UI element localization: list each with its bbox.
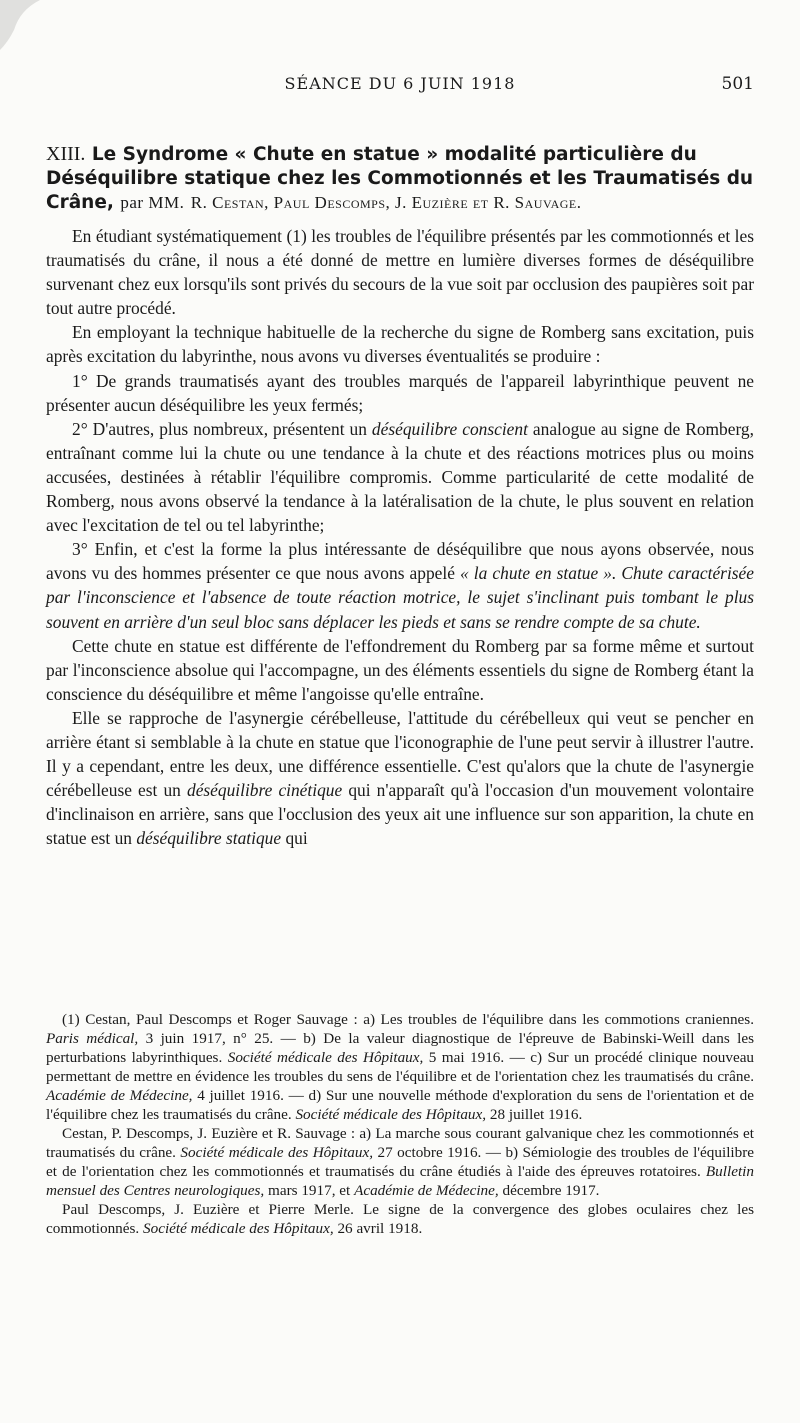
article-title [46,142,754,215]
paragraph-4: 2° D'autres, plus nombreux, présentent un déséquilibre conscient analogue au signe de Romberg, entraînant comme lui la chute ou une tendance à la chute et des réactions motrices plus ou moins accusées, destinées à rétablir l'équilibre compromis. Comme particularité de cette modalité de Romberg, nous avons observé la tendance à la latéralisation de la chute, le plus souvent en relation avec l'excitation de tel ou tel labyrinthe; [46,418,754,536]
paragraph-6: Cette chute en statue est différente de l'effondrement du Romberg par sa forme même et surtout par l'inconscience absolue qui l'accompagne, un des éléments essentiels du signe de Romberg étant la conscience du déséquilibre et même l'angoisse qu'elle entraîne. [46,635,754,704]
article-title-text: Le Syndrome « Chute en statue » modalité particulière du Déséquilibre statique chez les Commotionnés et les Traumatisés du Crâne, [46,144,754,213]
running-header [46,74,754,98]
footnote-1: (1) Cestan, Paul Descomps et Roger Sauvage : a) Les troubles de l'équilibre dans les commotions craniennes. Paris médical, 3 juin 1917, n° 25. — b) De la valeur diagnostique de l'épreuve de Babinski-Weill dans les perturbations labyrinthiques. Société médicale des Hôpitaux, 5 mai 1916. — c) Sur un procédé clinique nouveau permettant de mettre en évidence les troubles du sens de l'équilibre et de l'orientation chez les traumatisés du crâne. Académie de Médecine, 4 juillet 1916. — d) Sur une nouvelle méthode d'exploration du sens de l'orientation et de l'équilibre chez les traumatisés du crâne. Société médicale des Hôpitaux, 28 juillet 1916. [46,1011,755,1123]
footnote-3: Paul Descomps, J. Euzière et Pierre Merle. Le signe de la convergence des globes oculaires chez les commotionnés. Société médicale des Hôpitaux, 26 avril 1918. [46,1201,754,1237]
paragraph-5: 3° Enfin, et c'est la forme la plus intéressante de déséquilibre que nous ayons observée, nous avons vu des hommes présenter ce que nous avons appelé « la chute en statue ». Chute caractérisée par l'inconscience et l'absence de toute réaction motrice, le sujet s'inclinant puis tombant le plus souvent en arrière d'un seul bloc sans déplacer les pieds et sans se rendre compte de sa chute. [46,539,754,632]
footnotes [46,1010,754,1238]
article-number: XIII. [46,143,86,165]
running-title: SÉANCE DU 6 JUIN 1918 [284,74,516,93]
page-number: 501 [721,74,754,94]
article-authors: R. Cestan, Paul Descomps, J. Euzière et R. Sauvage. [190,193,582,212]
paragraph-3: 1° De grands traumatisés ayant des troubles marqués de l'appareil labyrinthique peuvent ne présenter aucun déséquilibre les yeux fermés; [46,370,754,415]
article-by: par MM. [120,193,185,212]
footnote-2: Cestan, P. Descomps, J. Euzière et R. Sauvage : a) La marche sous courant galvanique chez les commotionnés et traumatisés du crâne. Société médicale des Hôpitaux, 27 octobre 1916. — b) Sémiologie des troubles de l'équilibre et de l'orientation chez les commotionnés et traumatisés du crâne étudiés à l'aide des épreuves rotatoires. Bulletin mensuel des Centres neurologiques, mars 1917, et Académie de Médecine, décembre 1917. [46,1125,755,1199]
paragraph-1: En étudiant systématiquement (1) les troubles de l'équilibre présentés par les commotionnés et les traumatisés du crâne, il nous a été donné de mettre en lumière diverses formes de déséquilibre survenant chez eux lorsqu'ils sont privés du secours de la vue soit par occlusion des paupières soit par tout autre procédé. [46,226,754,319]
article-body [46,224,754,850]
paragraph-7: Elle se rapproche de l'asynergie cérébelleuse, l'attitude du cérébelleux qui veut se pencher en arrière étant si semblable à la chute en statue que l'iconographie de l'une peut servir à illustrer l'autre. Il y a cependant, entre les deux, une différence essentielle. C'est qu'alors que la chute de l'asynergie cérébelleuse est un déséquilibre cinétique qui n'apparaît qu'à l'occasion d'un mouvement volontaire d'inclinaison en arrière, sans que l'occlusion des yeux ait une influence sur son apparition, la chute en statue est un déséquilibre statique qui [46,707,754,849]
paragraph-2: En employant la technique habituelle de la recherche du signe de Romberg sans excitation, puis après excitation du labyrinthe, nous avons vu diverses éventualités se produire : [46,322,754,367]
page-corner-smudge [0,0,60,60]
